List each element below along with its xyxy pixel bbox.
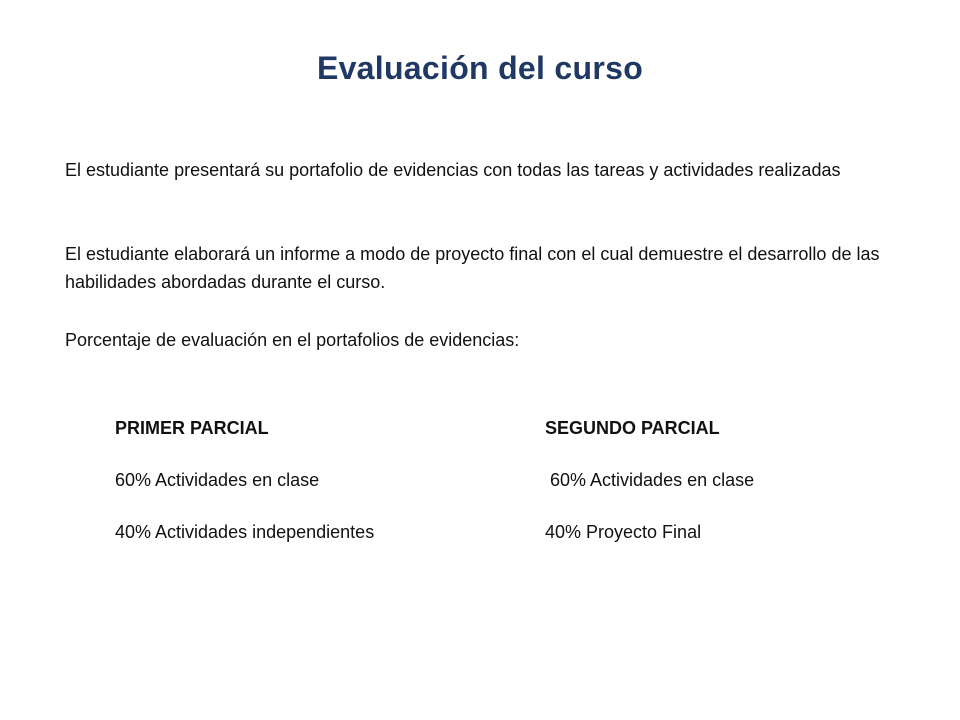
paragraph-proyecto-final: El estudiante elaborará un informe a modo de proyecto final con el cual demuestre el desarrollo de las habilidades abordadas durante el curso.	[65, 244, 880, 292]
primer-parcial-item: 40% Actividades independientes	[115, 522, 375, 542]
paragraph-portafolio: El estudiante presentará su portafolio de evidencias con todas las tareas y actividades realizadas	[65, 160, 841, 180]
paragraph-porcentaje: Porcentaje de evaluación en el portafolios de evidencias:	[65, 330, 520, 350]
primer-parcial-heading: PRIMER PARCIAL	[115, 418, 269, 438]
primer-parcial-item: 60% Actividades en clase	[115, 470, 320, 490]
segundo-parcial-heading: SEGUNDO PARCIAL	[545, 418, 720, 438]
primer-parcial-column	[115, 414, 515, 546]
segundo-parcial-column	[545, 414, 925, 546]
segundo-parcial-item: 60% Actividades en clase	[545, 470, 755, 490]
segundo-parcial-item: 40% Proyecto Final	[545, 522, 702, 542]
slide-title: Evaluación del curso	[316, 50, 644, 86]
